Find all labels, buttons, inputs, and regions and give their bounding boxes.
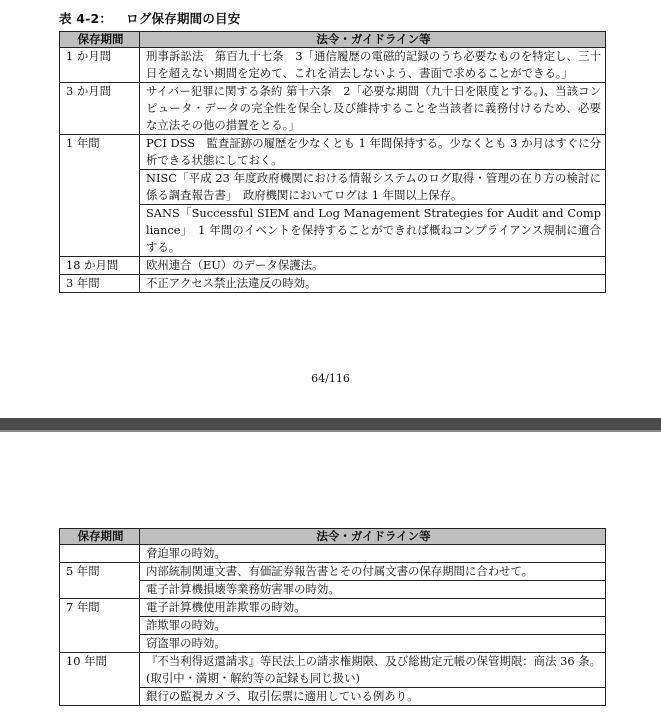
period-cell — [60, 545, 140, 563]
period-cell: 3 年間 — [60, 275, 140, 293]
law-cell: 刑事訴訟法 第百九十七条 3「通信履歴の電磁的記録のうち必要なものを特定し、三十日を超えない期間を定めて、これを消去しないよう、書面で求めることができる。」 — [140, 48, 606, 83]
table-row — [60, 170, 606, 205]
law-cell: 電子計算機損壊等業務妨害罪の時効。 — [140, 581, 606, 599]
caption-label: 表 4-2： — [59, 11, 113, 26]
table-row — [60, 83, 606, 135]
law-cell: 不正アクセス禁止法違反の時効。 — [140, 275, 606, 293]
law-cell: 脅迫罪の時効。 — [140, 545, 606, 563]
table-header-row — [60, 32, 606, 48]
table-header-row — [60, 529, 606, 545]
law-cell: 欧州連合（EU）のデータ保護法。 — [140, 257, 606, 275]
law-cell: サイバー犯罪に関する条約 第十六条 2「必要な期間（九十日を限度とする。)、当該コンピュータ・データの完全性を保全し及び維持することを当該者に義務付けるため、必要な立法その他の措置をとる。」 — [140, 83, 606, 135]
table-row — [60, 545, 606, 563]
log-retention-table-continued — [59, 528, 606, 706]
table-row — [60, 653, 606, 688]
table-row — [60, 135, 606, 170]
law-cell: NISC「平成 23 年度政府機関における情報システムのログ取得・管理の在り方の検討に係る調査報告書」 政府機関においてログは 1 年間以上保存。 — [140, 170, 606, 205]
page-separator — [0, 418, 661, 432]
period-cell: 18 か月間 — [60, 257, 140, 275]
table-row — [60, 688, 606, 706]
header-period: 保存期間 — [60, 529, 140, 545]
law-cell: 内部統制関連文書、有価証券報告書とその付属文書の保存期間に合わせて。 — [140, 563, 606, 581]
period-cell: 1 か月間 — [60, 48, 140, 83]
header-law: 法令・ガイドライン等 — [140, 529, 606, 545]
law-cell: SANS「Successful SIEM and Log Management Strategies for Audit and Compliance」 1 年間のイベントを保持することができれば概ねコンプライアンス規制に適合する。 — [140, 205, 606, 257]
table-caption — [59, 9, 240, 27]
period-cell: 5 年間 — [60, 563, 140, 599]
table-row — [60, 581, 606, 599]
table-row — [60, 275, 606, 293]
table-row — [60, 257, 606, 275]
table-row — [60, 635, 606, 653]
header-period: 保存期間 — [60, 32, 140, 48]
law-cell: PCI DSS 監査証跡の履歴を少なくとも 1 年間保持する。少なくとも 3 か月はすぐに分析できる状態にしておく。 — [140, 135, 606, 170]
caption-title: ログ保存期間の目安 — [126, 11, 241, 26]
law-cell: 詐欺罪の時効。 — [140, 617, 606, 635]
law-cell: 銀行の監視カメラ、取引伝票に適用している例あり。 — [140, 688, 606, 706]
page-number: 64/116 — [311, 372, 350, 385]
log-retention-table — [59, 31, 606, 293]
period-cell: 10 年間 — [60, 653, 140, 706]
period-cell: 3 か月間 — [60, 83, 140, 135]
period-cell: 1 年間 — [60, 135, 140, 257]
period-cell: 7 年間 — [60, 599, 140, 653]
law-cell: 窃盗罪の時効。 — [140, 635, 606, 653]
table-row — [60, 563, 606, 581]
law-cell: 『不当利得返還請求』等民法上の請求権期限、及び総勘定元帳の保管期限：商法 36 条。(取引中・満期・解約等の記録も同じ扱い) — [140, 653, 606, 688]
table-row — [60, 599, 606, 617]
table-row — [60, 205, 606, 257]
table-row — [60, 617, 606, 635]
table-row — [60, 48, 606, 83]
law-cell: 電子計算機使用詐欺罪の時効。 — [140, 599, 606, 617]
header-law: 法令・ガイドライン等 — [140, 32, 606, 48]
